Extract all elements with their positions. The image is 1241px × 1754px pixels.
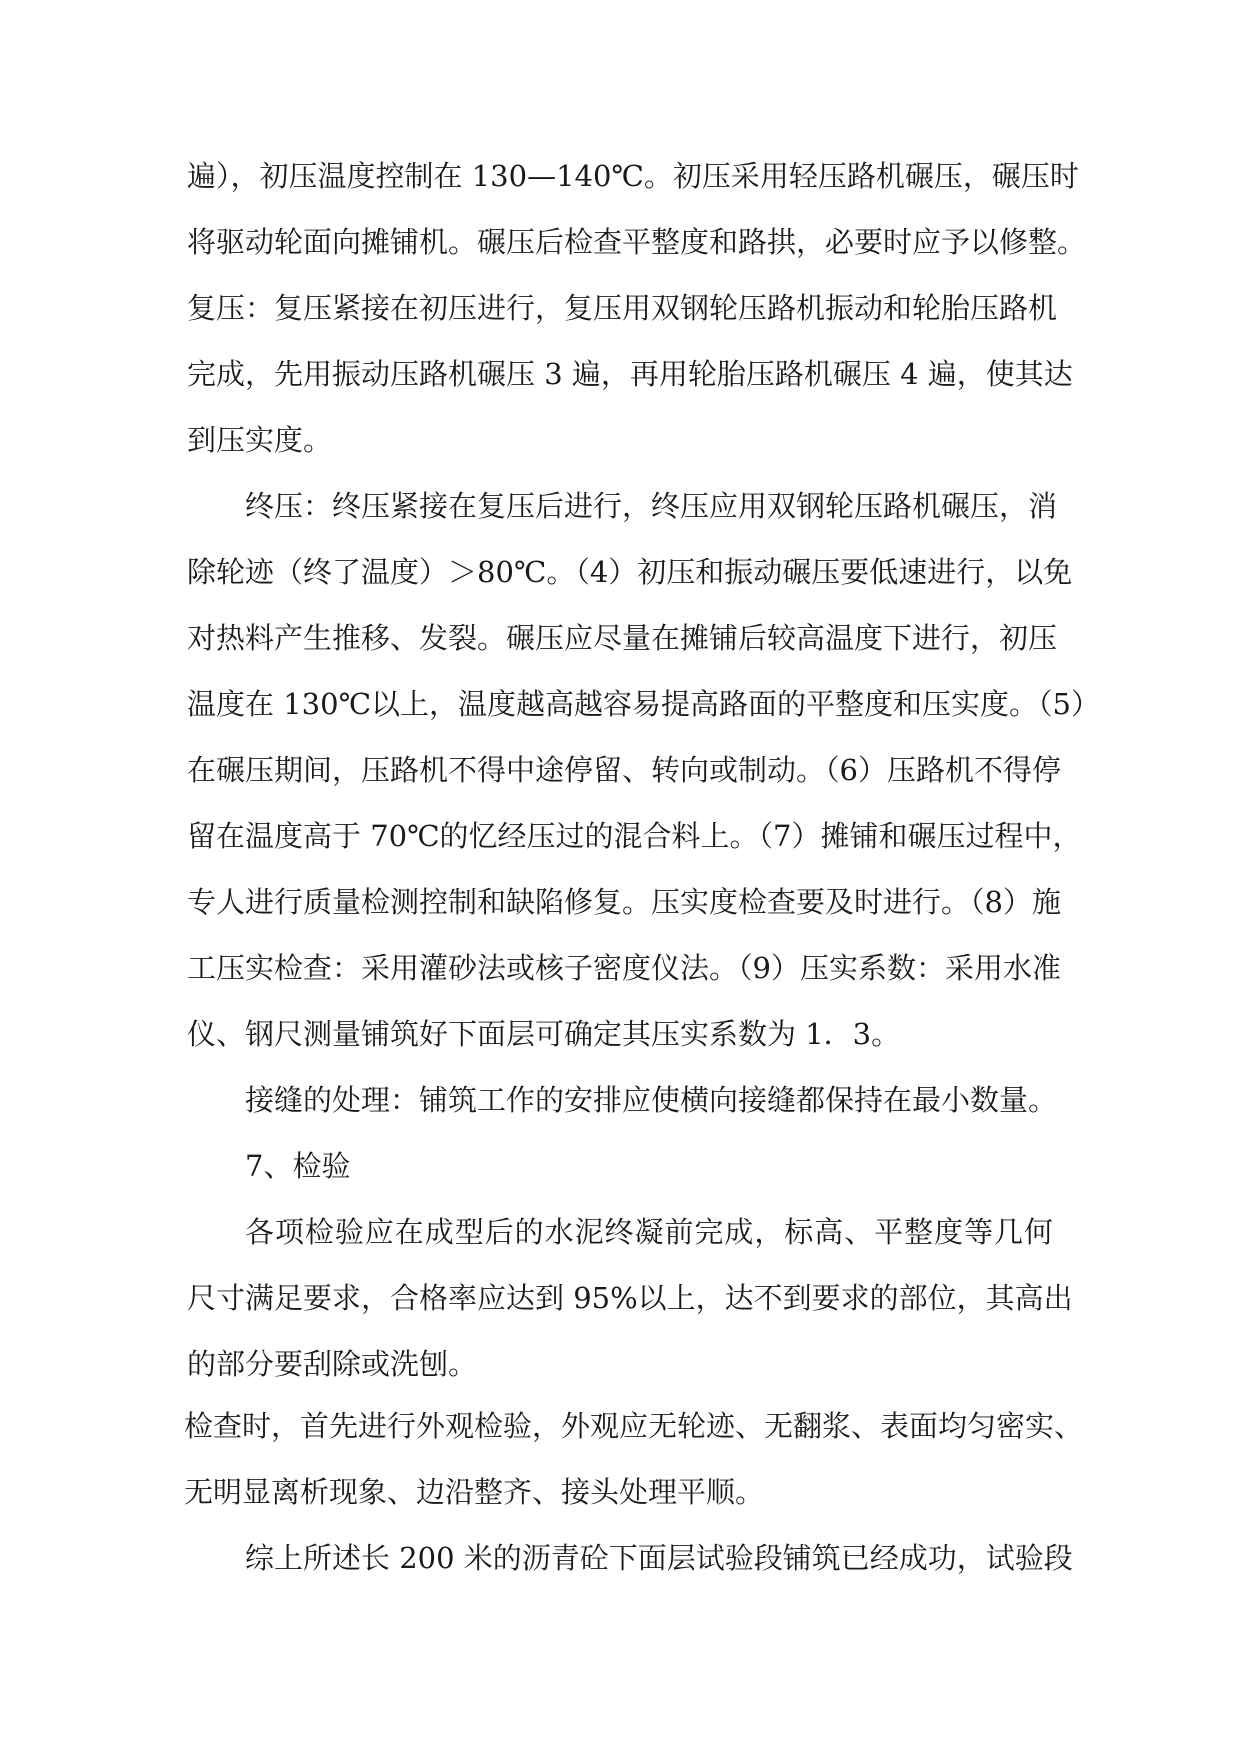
text-line: 终压：终压紧接在复压后进行，终压应用双钢轮压路机碾压，消 — [245, 489, 1058, 523]
text-line: 遍），初压温度控制在 130—140℃。初压采用轻压路机碾压，碾压时 — [187, 159, 1079, 193]
text-line: 留在温度高于 70℃的忆经压过的混合料上。（7）摊铺和碾压过程中， — [187, 819, 1082, 853]
text-line: 除轮迹（终了温度）＞80℃。（4）初压和振动碾压要低速进行，以免 — [187, 555, 1073, 589]
text-line: 完成，先用振动压路机碾压 3 遍，再用轮胎压路机碾压 4 遍，使其达 — [187, 357, 1073, 391]
text-line: 尺寸满足要求，合格率应达到 95%以上，达不到要求的部位，其高出 — [187, 1281, 1073, 1315]
text-line: 专人进行质量检测控制和缺陷修复。压实度检查要及时进行。（8）施 — [187, 885, 1061, 919]
text-line: 在碾压期间，压路机不得中途停留、转向或制动。（6）压路机不得停 — [187, 753, 1061, 787]
text-line: 接缝的处理：铺筑工作的安排应使横向接缝都保持在最小数量。 — [245, 1083, 1058, 1117]
text-line: 仪、钢尺测量铺筑好下面层可确定其压实系数为 1．3。 — [187, 1017, 901, 1051]
text-line: 对热料产生推移、发裂。碾压应尽量在摊铺后较高温度下进行，初压 — [187, 621, 1058, 655]
text-line: 各项检验应在成型后的水泥终凝前完成，标高、平整度等几何 — [245, 1215, 1053, 1249]
text-line: 综上所述长 200 米的沥青砼下面层试验段铺筑已经成功，试验段 — [245, 1541, 1073, 1575]
section-heading: 7、检验 — [245, 1149, 351, 1183]
text-line: 将驱动轮面向摊铺机。碾压后检查平整度和路拱，必要时应予以修整。 — [187, 225, 1087, 259]
text-line: 到压实度。 — [187, 423, 333, 457]
text-line: 温度在 130℃以上，温度越高越容易提高路面的平整度和压实度。（5） — [187, 687, 1100, 721]
text-line: 无明显离析现象、边沿整齐、接头处理平顺。 — [184, 1475, 765, 1509]
text-line: 的部分要刮除或洗刨。 — [187, 1347, 478, 1381]
text-line: 工压实检查：采用灌砂法或核子密度仪法。（9）压实系数：采用水准 — [187, 951, 1061, 985]
text-line: 复压：复压紧接在初压进行，复压用双钢轮压路机振动和轮胎压路机 — [187, 291, 1058, 325]
text-line: 检查时，首先进行外观检验，外观应无轮迹、无翻浆、表面均匀密实、 — [184, 1409, 1084, 1443]
